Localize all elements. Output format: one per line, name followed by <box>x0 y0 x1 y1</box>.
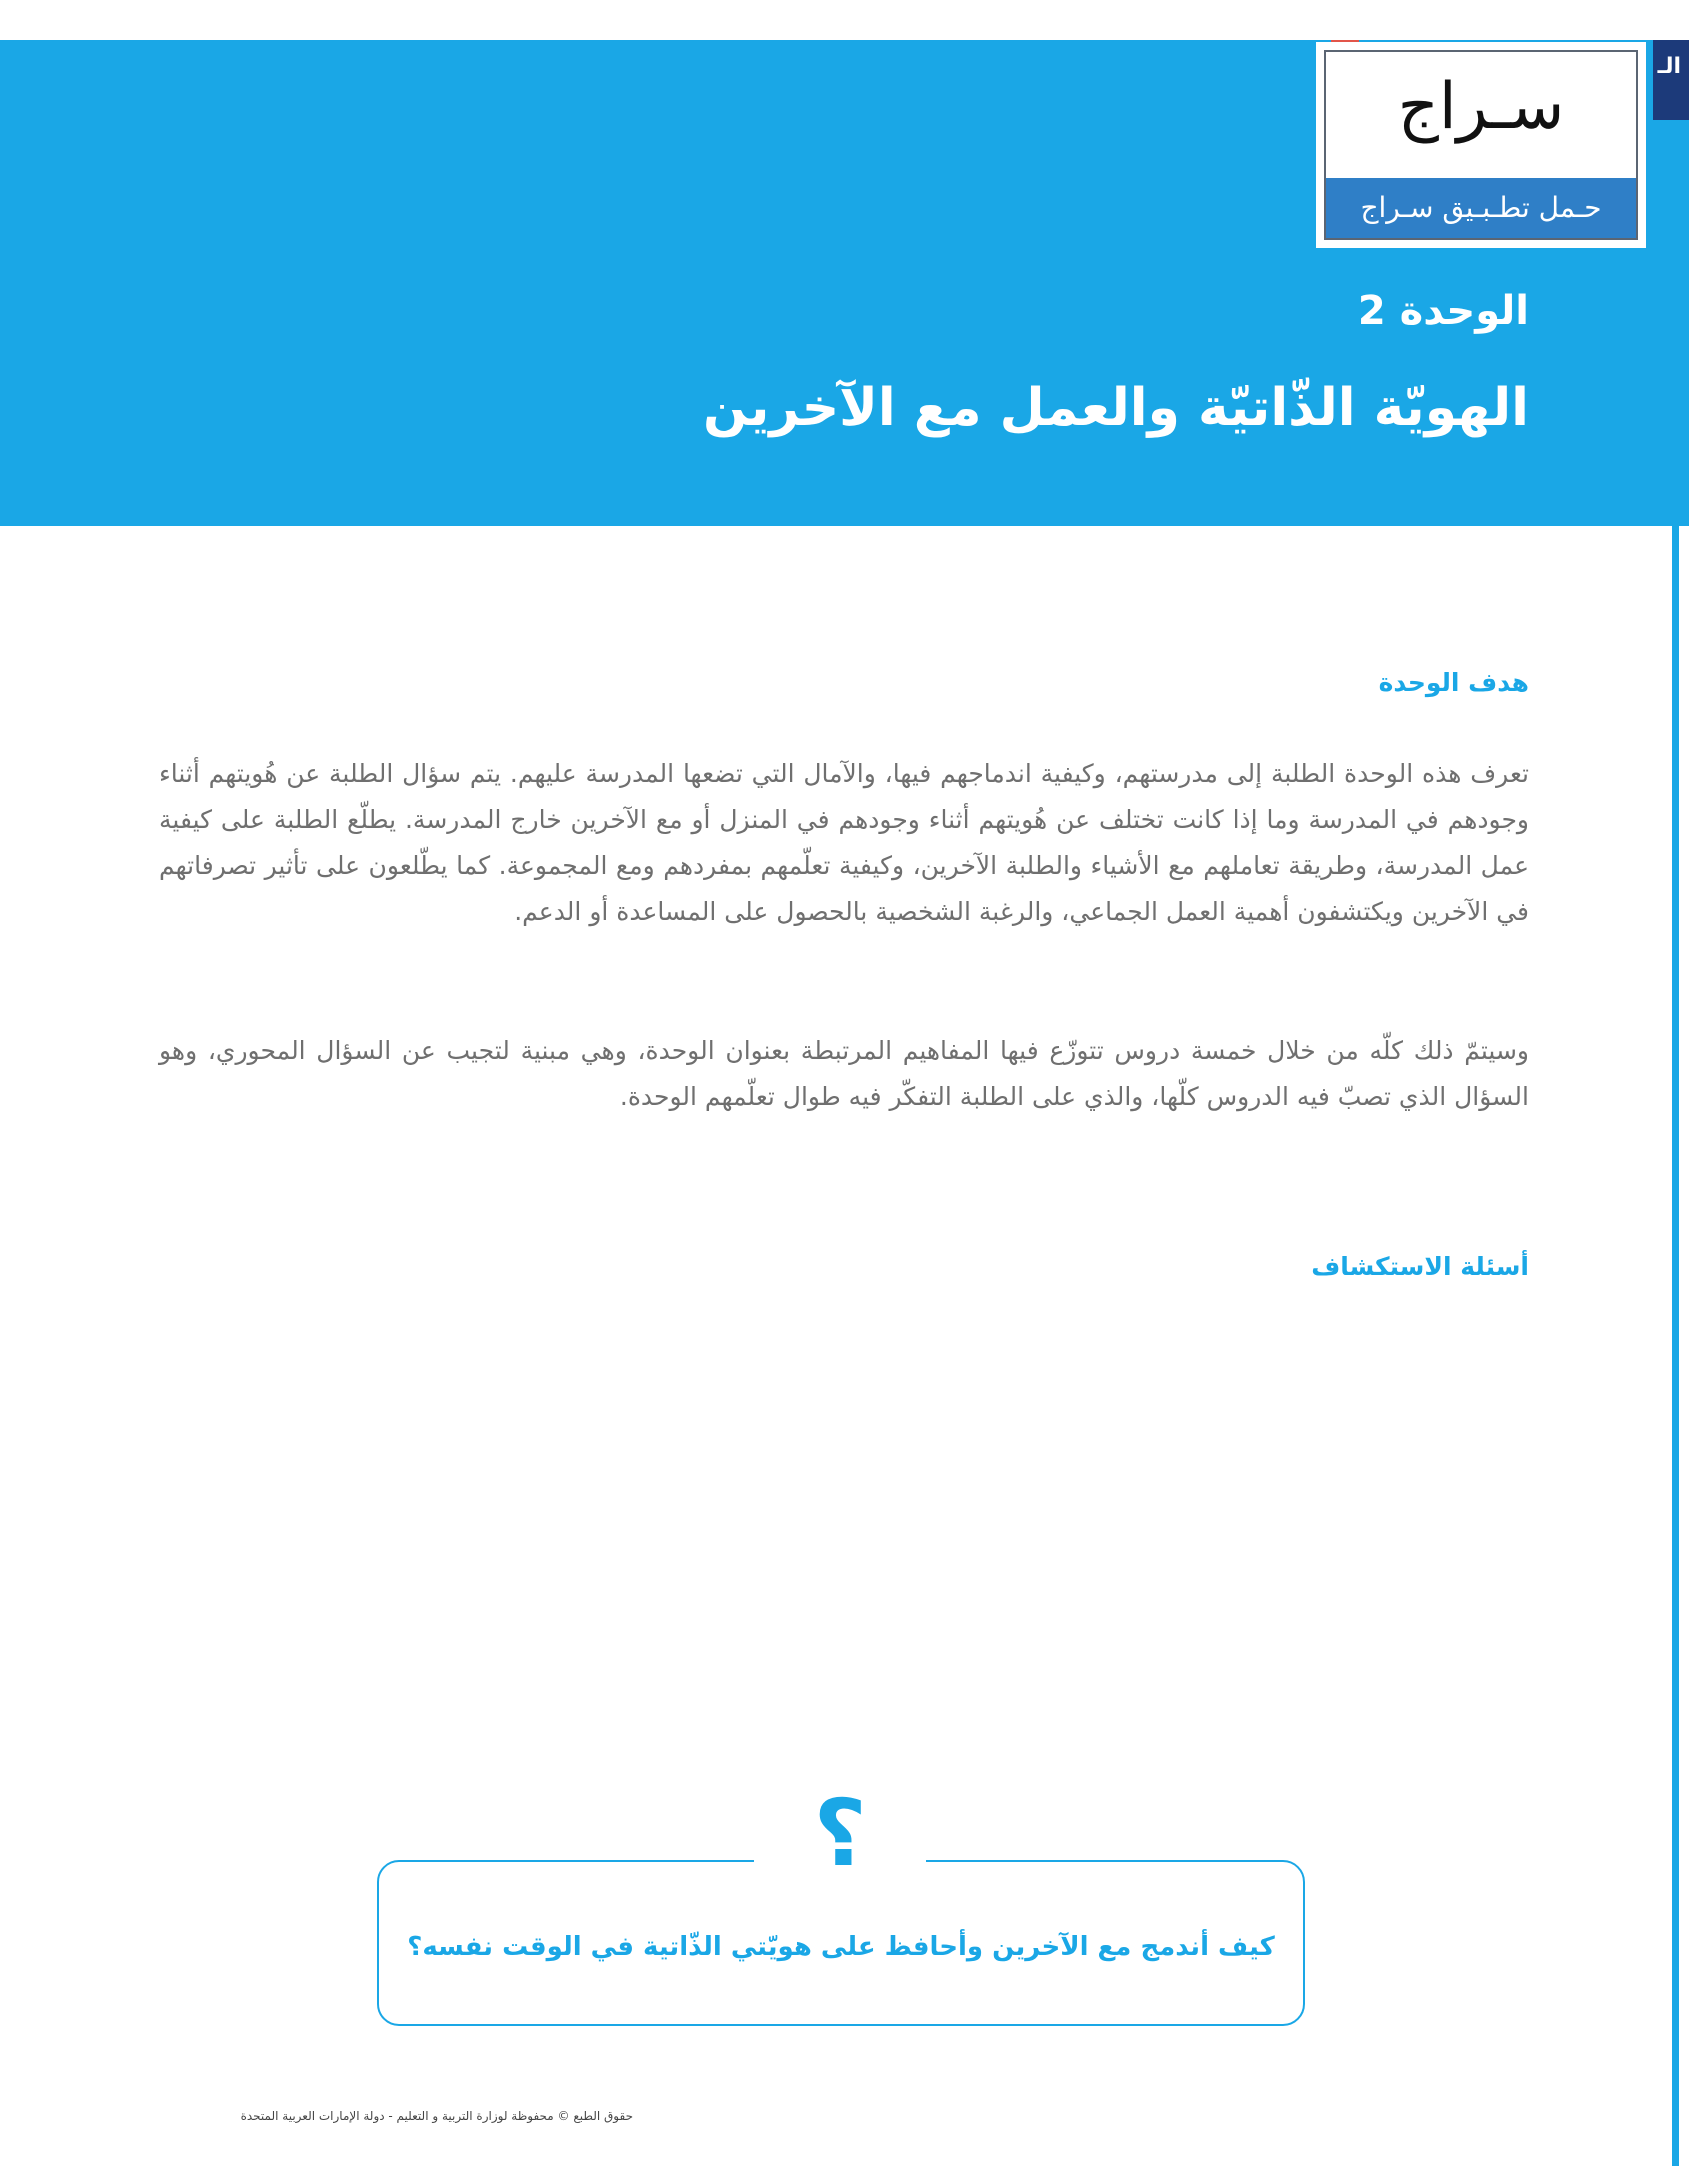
unit-goal-paragraph: تعرف هذه الوحدة الطلبة إلى مدرستهم، وكيفية اندماجهم فيها، والآمال التي تضعها المدرسة عليهم. يتم سؤال الطلبة عن هُويتهم أثناء وجودهم في المدرسة وما إذا كانت تختلف عن هُويتهم أثناء وجودهم في المنزل أو مع الآخرين خارج المدرسة. يطلّع الطلبة على كيفية عمل المدرسة، وطريقة تعاملهم مع الأشياء والطلبة الآخرين، وكيفية تعلّمهم بمفردهم ومع المجموعة. كما يطّلعون على تأثير تصرفاتهم في الآخرين ويكتشفون أهمية العمل الجماعي، والرغبة الشخصية بالحصول على المساعدة أو الدعم. <box>159 759 1529 926</box>
unit-goal-heading: هدف الوحدة <box>1378 668 1529 697</box>
unit-title: الهويّة الذّاتيّة والعمل مع الآخرين <box>703 378 1529 438</box>
logo-word: سـراج <box>1397 70 1565 144</box>
corner-mark: الـ <box>1657 54 1681 79</box>
unit-goal-paragraph-2: وسيتمّ ذلك كلّه من خلال خمسة دروس تتوزّع فيها المفاهيم المرتبطة بعنوان الوحدة، وهي مبنية لتجيب عن السؤال المحوري، وهو السؤال الذي تصبّ فيه الدروس كلّها، والذي على الطلبة التفكّر فيه طوال تعلّمهم الوحدة. <box>159 1036 1529 1111</box>
corner-banner <box>1653 40 1689 120</box>
side-accent-line <box>1672 526 1679 2166</box>
logo-tagline: حـمل تطـبـيق سـراج <box>1326 178 1636 238</box>
siraj-logo[interactable] <box>1316 42 1646 248</box>
question-mark-icon: ؟ <box>813 1780 867 1887</box>
essential-question-text: كيف أندمج مع الآخرين وأحافظ على هويّتي الذّاتية في الوقت نفسه؟ <box>407 1932 1275 1962</box>
logo-frame <box>1324 50 1638 240</box>
unit-number: الوحدة 2 <box>1357 288 1529 334</box>
copyright-footer: حقوق الطبع © محفوظة لوزارة التربية و التعليم - دولة الإمارات العربية المتحدة <box>240 2109 633 2123</box>
exploration-questions-heading: أسئلة الاستكشاف <box>1311 1252 1529 1281</box>
